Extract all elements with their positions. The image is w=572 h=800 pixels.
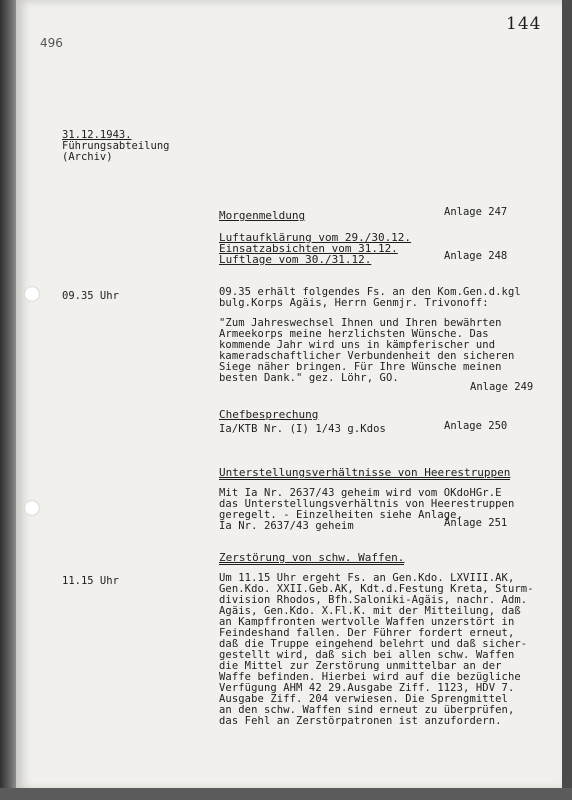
entry-line: an den schw. Waffen sind erneut zu überprüfen, xyxy=(219,704,515,716)
entry-line: gestellt wird, daß sich bei allen schw. Waffen xyxy=(219,649,515,661)
entry-line: Gen.Kdo. XXII.Geb.AK, Kdt.d.Festung Kreta, Sturm- xyxy=(219,583,534,595)
entry-line: Luftaufklärung vom 29./30.12. xyxy=(219,231,412,244)
punch-hole-lower xyxy=(24,500,40,516)
entry-line: kameradschaftlicher Verbundenheit den sicheren xyxy=(219,350,515,362)
entry-line: "Zum Jahreswechsel Ihnen und Ihren bewährten xyxy=(219,317,502,329)
annex-label: Anlage 250 xyxy=(444,420,508,432)
page-number: 144 xyxy=(506,14,542,34)
entry-line: Waffe befinden. Hierbei wird auf die bezügliche xyxy=(219,671,521,683)
heading-unterstellung: Unterstellungsverhältnisse von Heerestruppen xyxy=(219,466,511,479)
heading-chefbesprechung: Chefbesprechung xyxy=(219,408,319,421)
archive-note: (Archiv) xyxy=(62,151,113,163)
entry-line: Verfügung AHM 42 29.Ausgabe Ziff. 1123, HDV 7. xyxy=(219,682,515,694)
scan-bottom-edge xyxy=(0,788,572,800)
punch-hole-upper xyxy=(24,286,40,302)
entry-line: Ausgabe Ziff. 204 verwiesen. Die Sprengmittel xyxy=(219,693,508,705)
entry-line: division Rhodos, Bfh.Saloniki-Agäis, nachr. Adm. xyxy=(219,594,528,606)
archive-number: 496 xyxy=(40,36,63,50)
entry-line: Siege näher bringen. Für Ihre Wünsche meinen xyxy=(219,361,502,373)
department: Führungsabteilung xyxy=(62,140,170,152)
entry-line: besten Dank." gez. Löhr, GO. xyxy=(219,372,399,384)
heading-zerstoerung: Zerstörung von schw. Waffen. xyxy=(219,551,405,564)
entry-line: Um 11.15 Uhr ergeht Fs. an Gen.Kdo. LXVIII.AK, xyxy=(219,572,515,584)
annex-label: Anlage 251 xyxy=(444,517,508,529)
entry-line: 09.35 erhält folgendes Fs. an den Kom.Gen.d.kgl xyxy=(219,286,521,298)
annex-label: Anlage 249 xyxy=(470,381,534,393)
entry-line: an Kampffronten wertvolle Waffen unzerstört in xyxy=(219,616,515,628)
entry-line: daß die Truppe eingehend belehrt und daß sicher- xyxy=(219,638,528,650)
entry-line: Agäis, Gen.Kdo. X.Fl.K. mit der Mitteilung, daß xyxy=(219,605,521,617)
entry-line: Feindeshand fallen. Der Führer fordert erneut, xyxy=(219,627,515,639)
entry-line: Einsatzabsichten vom 31.12. xyxy=(219,242,398,255)
time-label: 11.15 Uhr xyxy=(62,575,119,587)
entry-line: kommende Jahr wird uns in kämpferischer und xyxy=(219,339,496,351)
entry-line: die Mittel zur Zerstörung unmittelbar an der xyxy=(219,660,502,672)
annex-label: Anlage 247 xyxy=(444,206,508,218)
entry-line: bulg.Korps Agäis, Herrn Genmjr. Trivonoff: xyxy=(219,297,489,309)
entry-line: Ia/KTB Nr. (I) 1/43 g.Kdos xyxy=(219,423,386,435)
entry-line: geregelt. - Einzelheiten siehe Anlage. xyxy=(219,509,464,521)
entry-line: das Fehl an Zerstörpatronen ist anzufordern. xyxy=(219,715,502,727)
heading-morgenmeldung: Morgenmeldung xyxy=(219,209,306,222)
annex-label: Anlage 248 xyxy=(444,250,508,262)
time-label: 09.35 Uhr xyxy=(62,290,119,302)
entry-line: Armeekorps meine herzlichsten Wünsche. Das xyxy=(219,328,489,340)
entry-date: 31.12.1943. xyxy=(62,129,132,141)
entry-line: Luftlage vom 30./31.12. xyxy=(219,253,372,266)
entry-line: Ia Nr. 2637/43 geheim xyxy=(219,520,354,532)
entry-line: das Unterstellungsverhältnis von Heerestruppen xyxy=(219,498,515,510)
entry-line: Mit Ia Nr. 2637/43 geheim wird vom OKdoHGr.E xyxy=(219,487,502,499)
